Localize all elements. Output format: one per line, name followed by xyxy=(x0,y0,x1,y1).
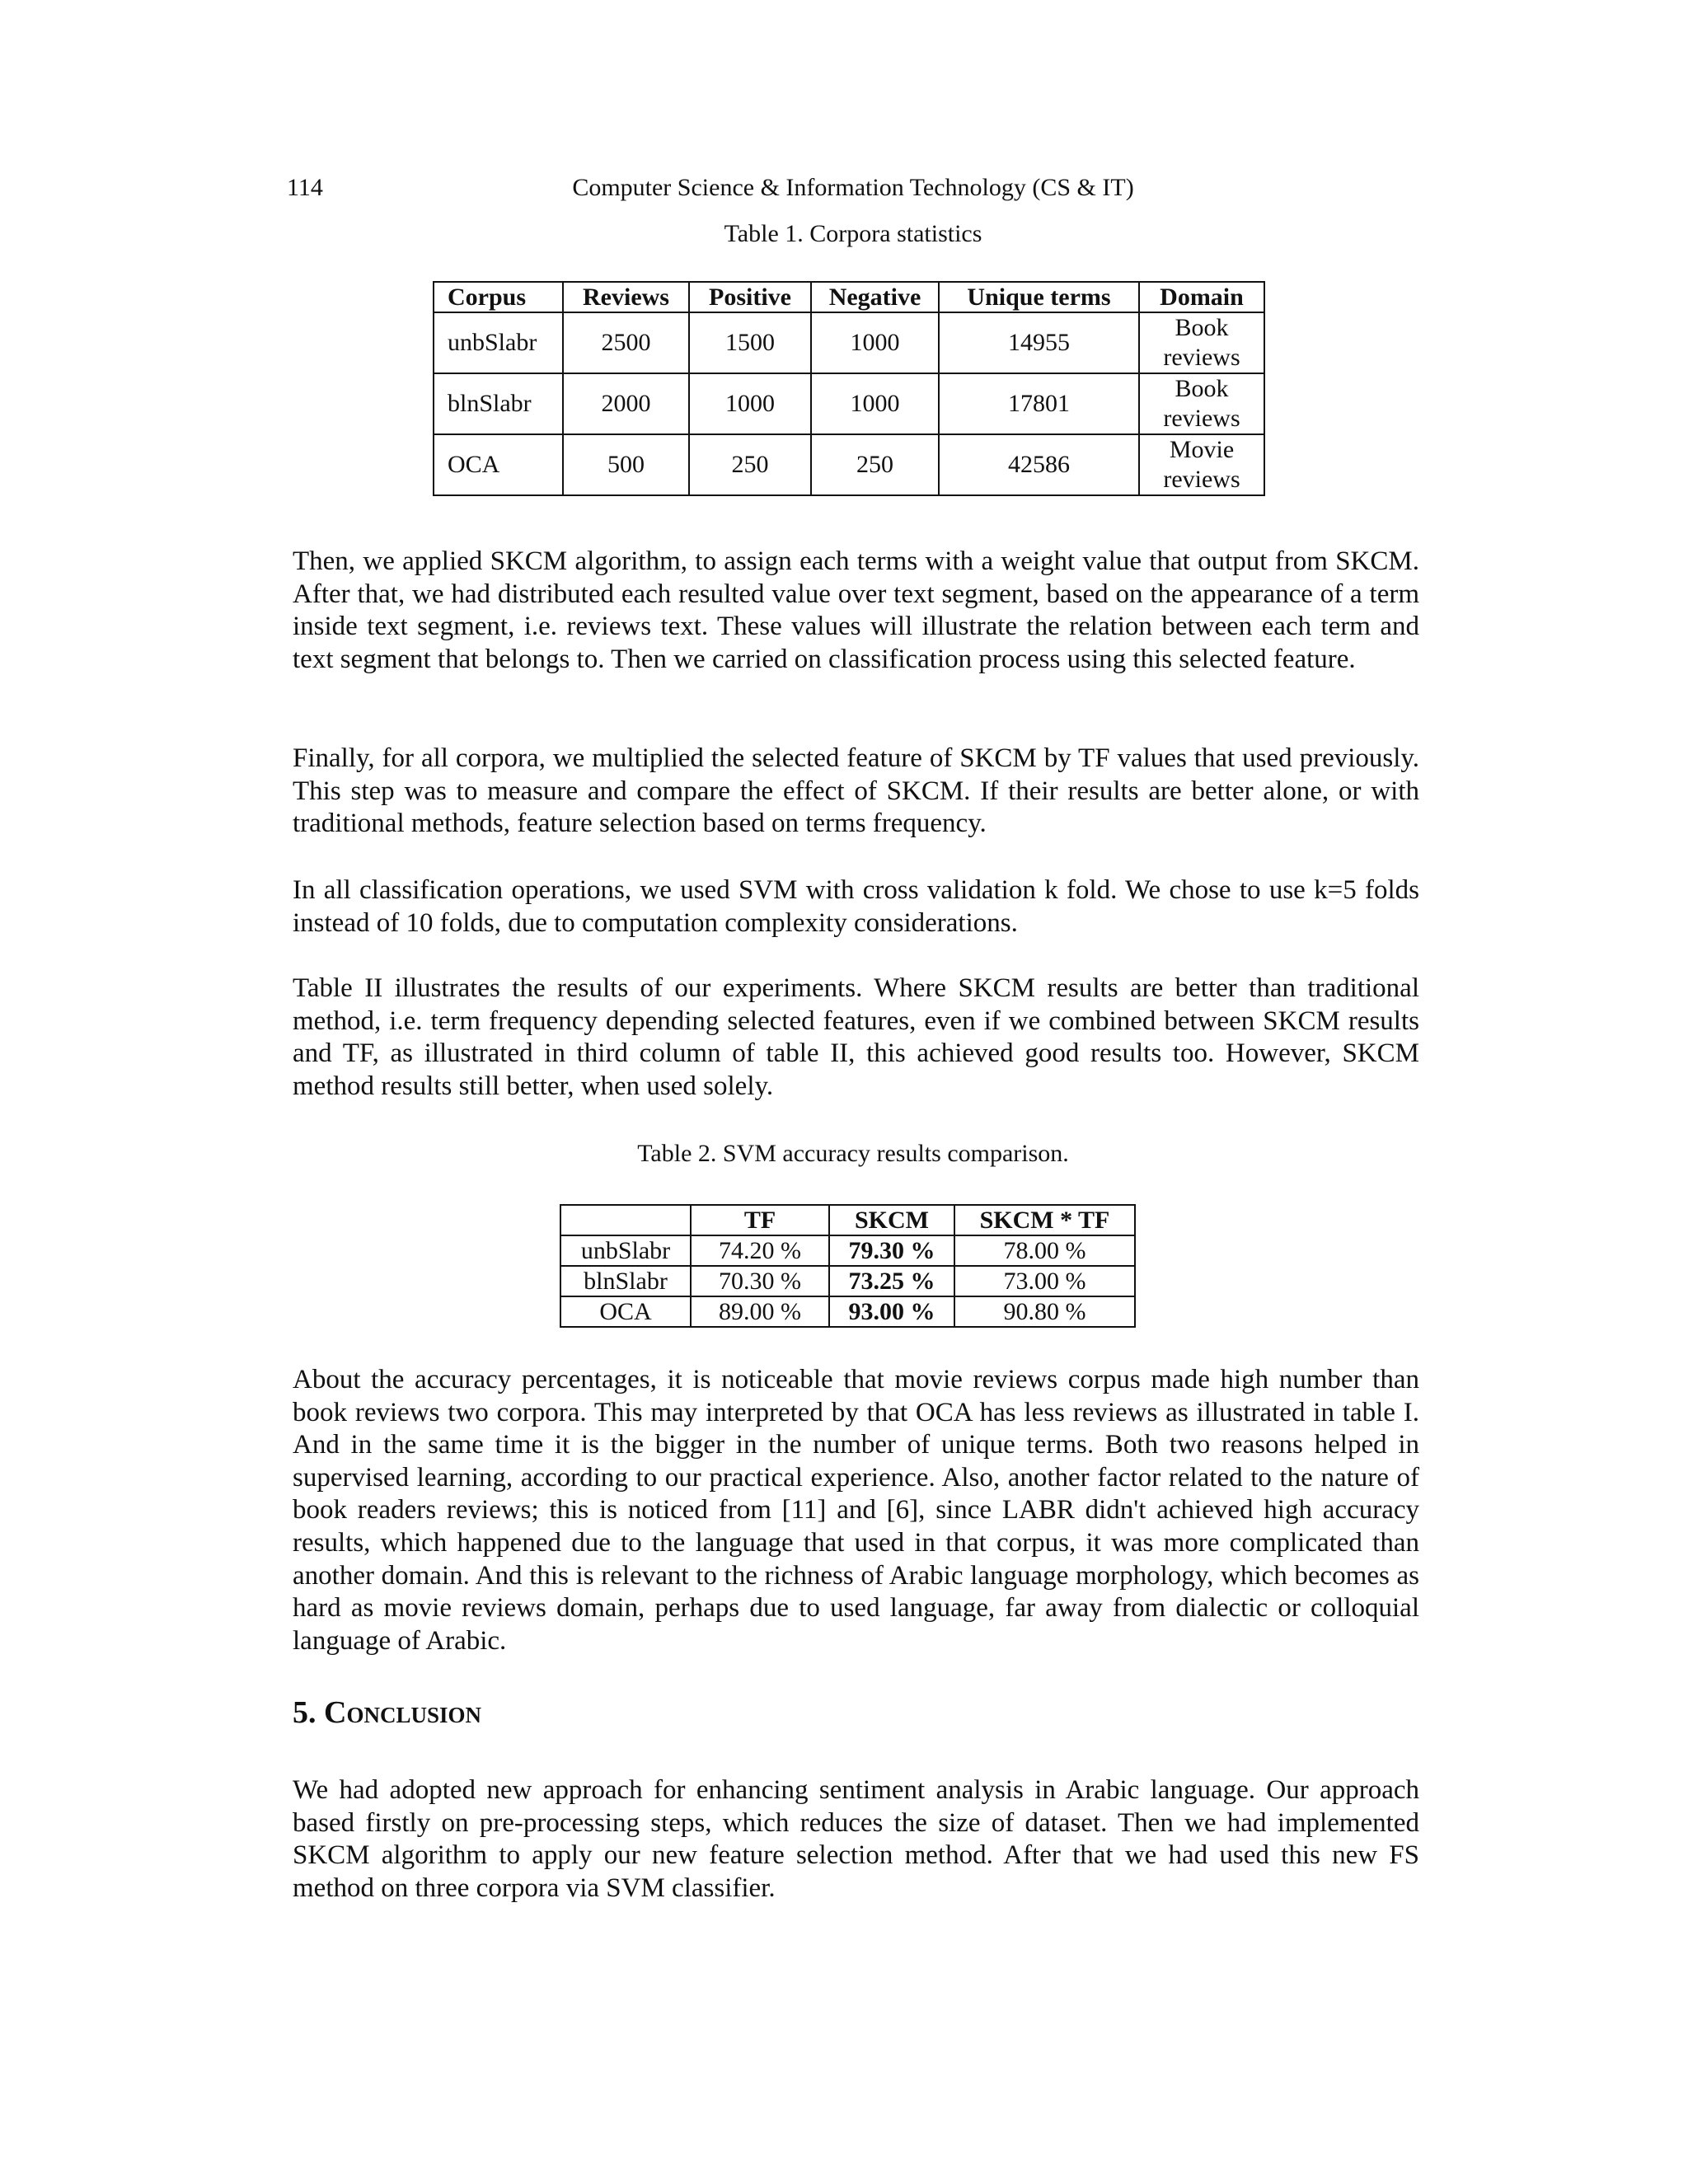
table-header-row xyxy=(434,282,1264,312)
table-cell: 250 xyxy=(689,434,811,495)
table-row xyxy=(560,1296,1135,1327)
body-paragraph: We had adopted new approach for enhancing sentiment analysis in Arabic language. Our approach based firstly on pre-processing steps, which reduces the size of dataset. Then we had implemented SKCM algorithm to apply our new feature selection method. After that we had used this new FS method on three corpora via SVM classifier. xyxy=(293,1775,1419,1903)
column-header: TF xyxy=(691,1205,829,1235)
column-header: Negative xyxy=(811,282,939,312)
column-header: Unique terms xyxy=(939,282,1139,312)
table-cell: 79.30 % xyxy=(829,1235,954,1266)
column-header: Domain xyxy=(1139,282,1264,312)
section-heading xyxy=(293,1692,481,1733)
domain-line: reviews xyxy=(1163,466,1240,493)
column-header: Positive xyxy=(689,282,811,312)
table-cell: unbSlabr xyxy=(434,312,563,373)
table-cell: 73.25 % xyxy=(829,1266,954,1296)
table-cell: 2000 xyxy=(563,373,689,434)
table-cell: 74.20 % xyxy=(691,1235,829,1266)
table-row xyxy=(560,1235,1135,1266)
body-paragraph: About the accuracy percentages, it is noticeable that movie reviews corpus made high number than book reviews two corpora. This may interpreted by that OCA has less reviews as illustrated in table I. And in the same time it is the bigger in the number of unique terms. Both two reasons helped in supervised learning, according to our practical experience. Also, another factor related to the nature of book readers reviews; this is noticed from [11] and [6], since LABR didn't achieved high accuracy results, which happened due to the language that used in that corpus, it was more complicated than another domain. And this is relevant to the richness of Arabic language morphology, which becomes as hard as movie reviews domain, perhaps due to used language, far away from dialectic or colloquial language of Arabic. xyxy=(293,1365,1419,1656)
table-cell xyxy=(1139,373,1264,434)
table-cell: OCA xyxy=(560,1296,691,1327)
column-header: Corpus xyxy=(434,282,563,312)
table-cell: unbSlabr xyxy=(560,1235,691,1266)
corpora-statistics-table xyxy=(433,281,1265,496)
body-paragraph: Table II illustrates the results of our experiments. Where SKCM results are better than traditional method, i.e. term frequency depending selected features, even if we combined between SKCM results and TF, as illustrated in third column of table II, this achieved good results too. However, SKCM method results still better, when used solely. xyxy=(293,973,1419,1101)
table-cell: 500 xyxy=(563,434,689,495)
domain-line: Book xyxy=(1175,314,1229,341)
column-header: SKCM * TF xyxy=(954,1205,1135,1235)
table-row xyxy=(434,434,1264,495)
column-header: SKCM xyxy=(829,1205,954,1235)
table-cell: blnSlabr xyxy=(560,1266,691,1296)
table1-caption: Table 1. Corpora statistics xyxy=(724,220,982,247)
table-cell: 1500 xyxy=(689,312,811,373)
journal-title: Computer Science & Information Technology (CS & IT) xyxy=(572,174,1134,201)
column-header xyxy=(560,1205,691,1235)
table-cell: 42586 xyxy=(939,434,1139,495)
column-header: Reviews xyxy=(563,282,689,312)
page-number: 114 xyxy=(287,174,323,201)
body-paragraph: In all classification operations, we used SVM with cross validation k fold. We chose to use k=5 folds instead of 10 folds, due to computation complexity considerations. xyxy=(293,875,1419,938)
table-cell: 1000 xyxy=(811,373,939,434)
table-cell: 93.00 % xyxy=(829,1296,954,1327)
table-cell: 14955 xyxy=(939,312,1139,373)
page-header xyxy=(287,171,1419,204)
section-title: Conclusion xyxy=(324,1695,481,1730)
svm-accuracy-table xyxy=(560,1204,1136,1328)
table-row xyxy=(560,1266,1135,1296)
table-cell: 78.00 % xyxy=(954,1235,1135,1266)
table-cell: 2500 xyxy=(563,312,689,373)
table-cell: 17801 xyxy=(939,373,1139,434)
table-cell: 70.30 % xyxy=(691,1266,829,1296)
table-cell: 1000 xyxy=(689,373,811,434)
table-cell: 1000 xyxy=(811,312,939,373)
body-paragraph: Finally, for all corpora, we multiplied the selected feature of SKCM by TF values that used previously. This step was to measure and compare the effect of SKCM. If their results are better alone, or with traditional methods, feature selection based on terms frequency. xyxy=(293,743,1419,839)
section-number: 5. xyxy=(293,1695,316,1730)
table-cell: 90.80 % xyxy=(954,1296,1135,1327)
table-cell: 250 xyxy=(811,434,939,495)
body-paragraph: Then, we applied SKCM algorithm, to assign each terms with a weight value that output from SKCM. After that, we had distributed each resulted value over text segment, based on the appearance of a term inside text segment, i.e. reviews text. These values will illustrate the relation between each term and text segment that belongs to. Then we carried on classification process using this selected feature. xyxy=(293,546,1419,674)
domain-line: reviews xyxy=(1163,405,1240,432)
table-header-row xyxy=(560,1205,1135,1235)
table-row xyxy=(434,312,1264,373)
table-cell: blnSlabr xyxy=(434,373,563,434)
table-row xyxy=(434,373,1264,434)
domain-line: Movie xyxy=(1169,436,1235,463)
table-cell: 73.00 % xyxy=(954,1266,1135,1296)
table-cell xyxy=(1139,434,1264,495)
table-cell xyxy=(1139,312,1264,373)
domain-line: reviews xyxy=(1163,344,1240,371)
domain-line: Book xyxy=(1175,375,1229,402)
table2-caption: Table 2. SVM accuracy results comparison. xyxy=(637,1140,1069,1167)
table-cell: OCA xyxy=(434,434,563,495)
table-cell: 89.00 % xyxy=(691,1296,829,1327)
